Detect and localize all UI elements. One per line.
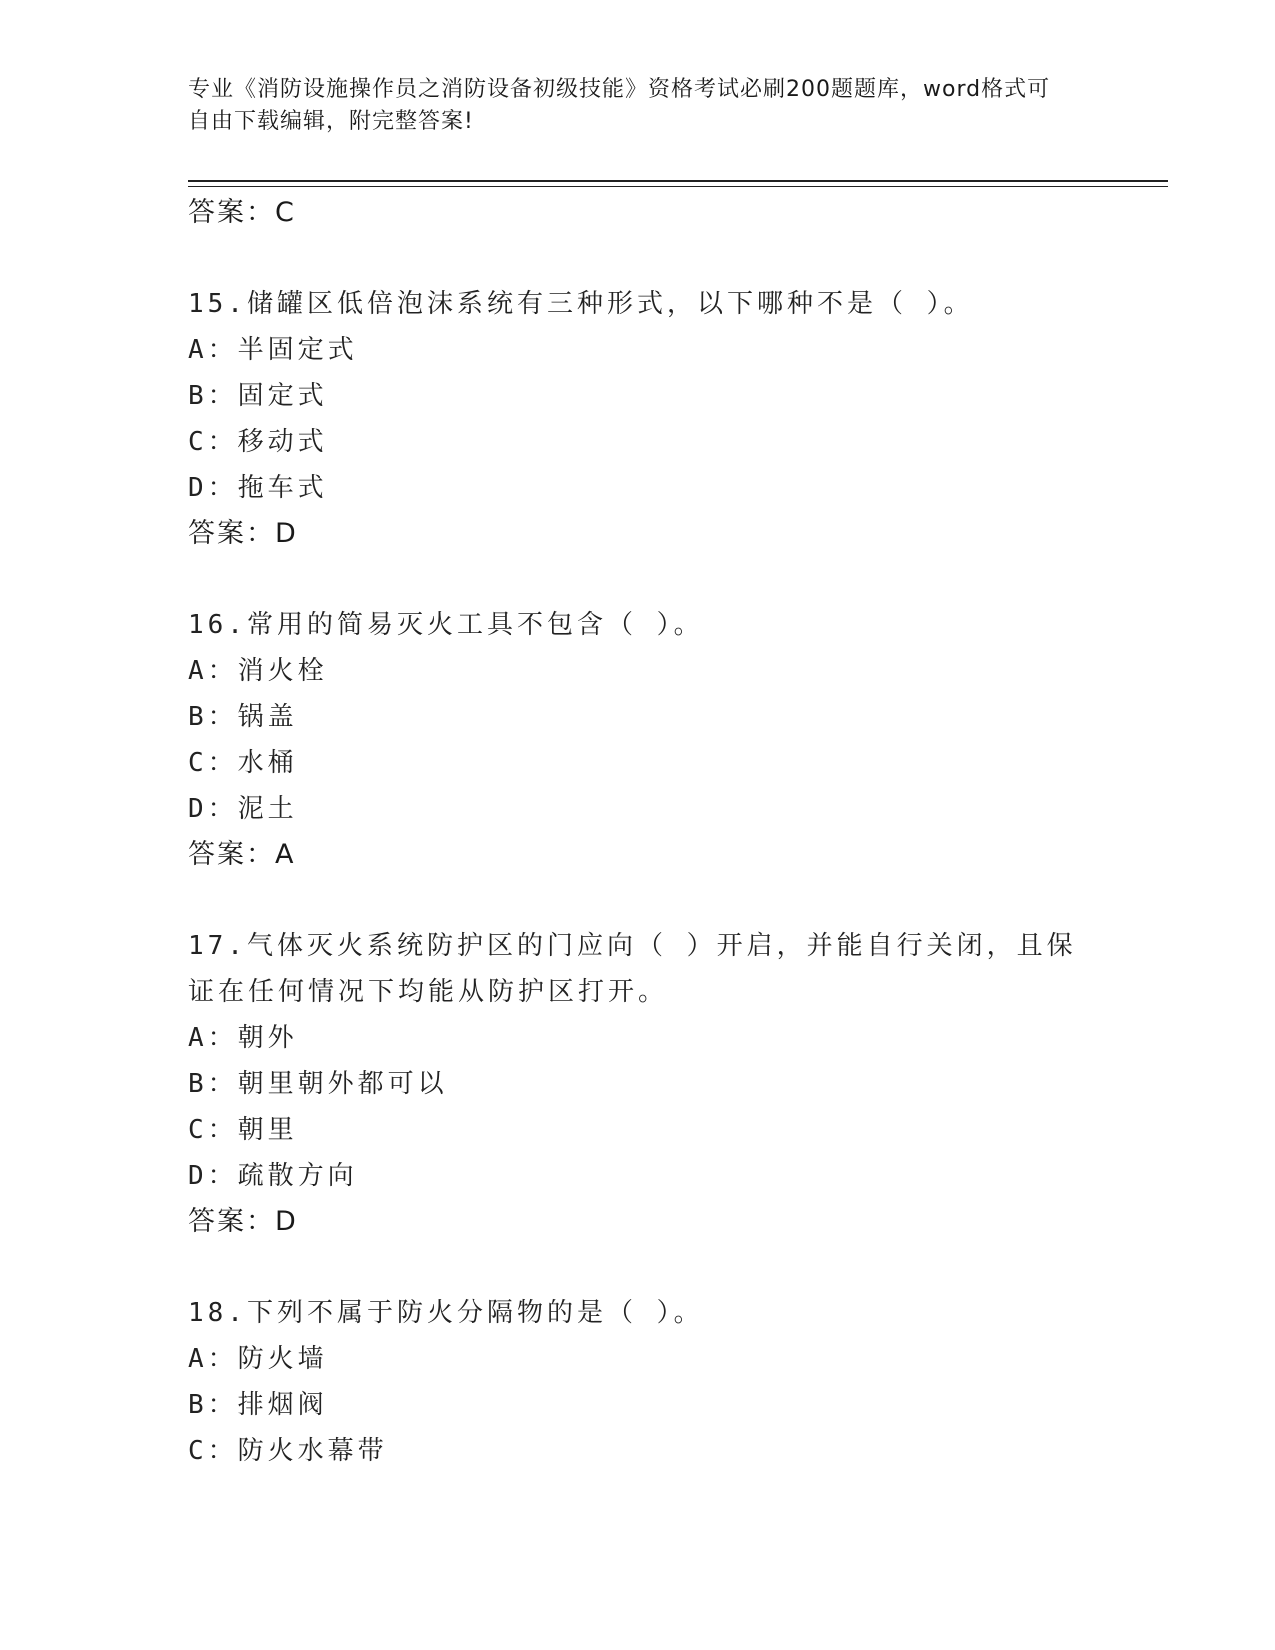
- option-d: D：拖车式: [188, 473, 328, 503]
- option-c: C：水桶: [188, 748, 298, 778]
- question-15: [188, 281, 1088, 557]
- option-c: C：朝里: [188, 1115, 298, 1145]
- question-17: [188, 923, 1088, 1245]
- question-stem: 18.下列不属于防火分隔物的是（ ）。: [188, 1298, 704, 1328]
- option-a: A：消火栓: [188, 656, 328, 686]
- option-a: A：半固定式: [188, 335, 358, 365]
- option-b: B：锅盖: [188, 702, 298, 732]
- question-stem: 17.气体灭火系统防护区的门应向（ ）开启，并能自行关闭，且保证在任何情况下均能从防护区打开。: [188, 931, 1077, 1007]
- question-stem: 16.常用的简易灭火工具不包含（ ）。: [188, 610, 704, 640]
- option-d: D：疏散方向: [188, 1161, 358, 1191]
- question-16: [188, 602, 1088, 878]
- option-c: C：防火水幕带: [188, 1436, 388, 1466]
- option-b: B：固定式: [188, 381, 328, 411]
- answer-line: 答案：C: [188, 197, 296, 228]
- question-stem: 15.储罐区低倍泡沫系统有三种形式，以下哪种不是（ ）。: [188, 289, 974, 319]
- answer-line: 答案：D: [188, 518, 298, 549]
- answer-line: 答案：A: [188, 839, 296, 870]
- header-divider-thick: [188, 180, 1168, 182]
- option-d: D：泥土: [188, 794, 298, 824]
- option-b: B：朝里朝外都可以: [188, 1069, 448, 1099]
- question-list: [188, 190, 1088, 1474]
- option-a: A：防火墙: [188, 1344, 328, 1374]
- option-a: A：朝外: [188, 1023, 298, 1053]
- answer-line: 答案：D: [188, 1206, 298, 1237]
- option-c: C：移动式: [188, 427, 328, 457]
- question-18: [188, 1290, 1088, 1474]
- document-header: 专业《消防设施操作员之消防设备初级技能》资格考试必刷200题题库，word格式可自由下载编辑，附完整答案!: [188, 77, 1051, 134]
- header-divider-thin: [188, 186, 1168, 187]
- option-b: B：排烟阀: [188, 1390, 328, 1420]
